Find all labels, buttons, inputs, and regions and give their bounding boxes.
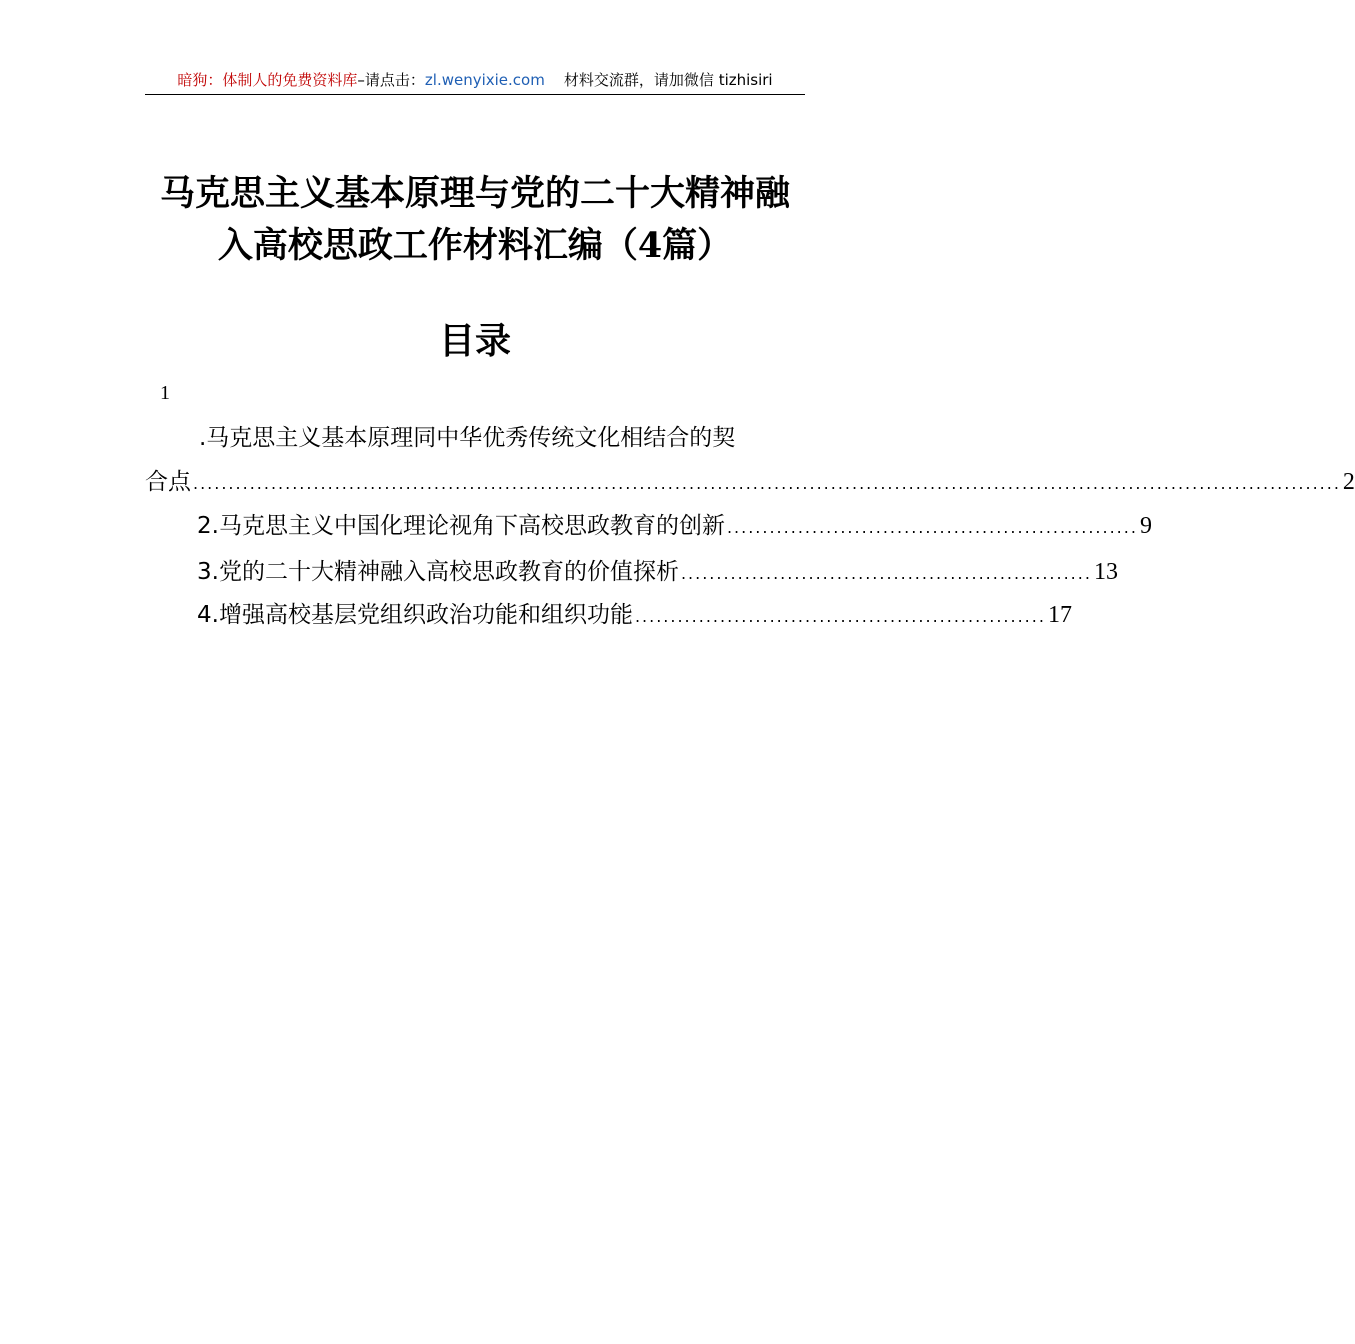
toc-item2-text: 2.马克思主义中国化理论视角下高校思政教育的创新 (197, 513, 725, 539)
toc-item1-line1[interactable]: .马克思主义基本原理同中华优秀传统文化相结合的契 (199, 425, 736, 451)
header-click-text: –请点击： (357, 71, 425, 89)
toc-leader-dots: .......................................................... (726, 518, 1138, 537)
toc-item2-page: 9 (1139, 513, 1152, 539)
toc-item4-row[interactable] (197, 595, 1072, 637)
toc-heading: 目录 (438, 320, 511, 362)
toc-item4-page: 17 (1047, 602, 1072, 628)
toc-item3-text: 3.党的二十大精神融入高校思政教育的价值探析 (197, 559, 679, 585)
toc-item3-row[interactable] (197, 552, 1118, 594)
toc-item1-row[interactable] (145, 462, 1355, 504)
header-url-link[interactable]: zl.wenyixie.com (424, 71, 545, 89)
toc-leader-dots: .......................................................... (680, 564, 1092, 583)
toc-leader-dots: .......................................................... (634, 607, 1046, 626)
document-title-line2: 入高校思政工作材料汇编（4篇） (217, 225, 733, 266)
toc-item3-page: 13 (1093, 559, 1118, 585)
toc-item4-text: 4.增强高校基层党组织政治功能和组织功能 (197, 602, 633, 628)
toc-item1-number: 1 (160, 382, 170, 404)
toc-item2-row[interactable] (197, 506, 1152, 548)
header-group-text: 材料交流群，请加微信 tizhisiri (563, 71, 773, 89)
toc-item1-page: 2 (1342, 469, 1355, 495)
header-source-text: 暗狗：体制人的免费资料库 (177, 71, 358, 89)
page-header (145, 68, 805, 95)
toc-leader-dots: .................................................................................................................................................................. (193, 474, 1341, 493)
toc-item1-line2: 合点 (145, 469, 191, 495)
document-title-line1: 马克思主义基本原理与党的二十大精神融 (159, 173, 790, 214)
